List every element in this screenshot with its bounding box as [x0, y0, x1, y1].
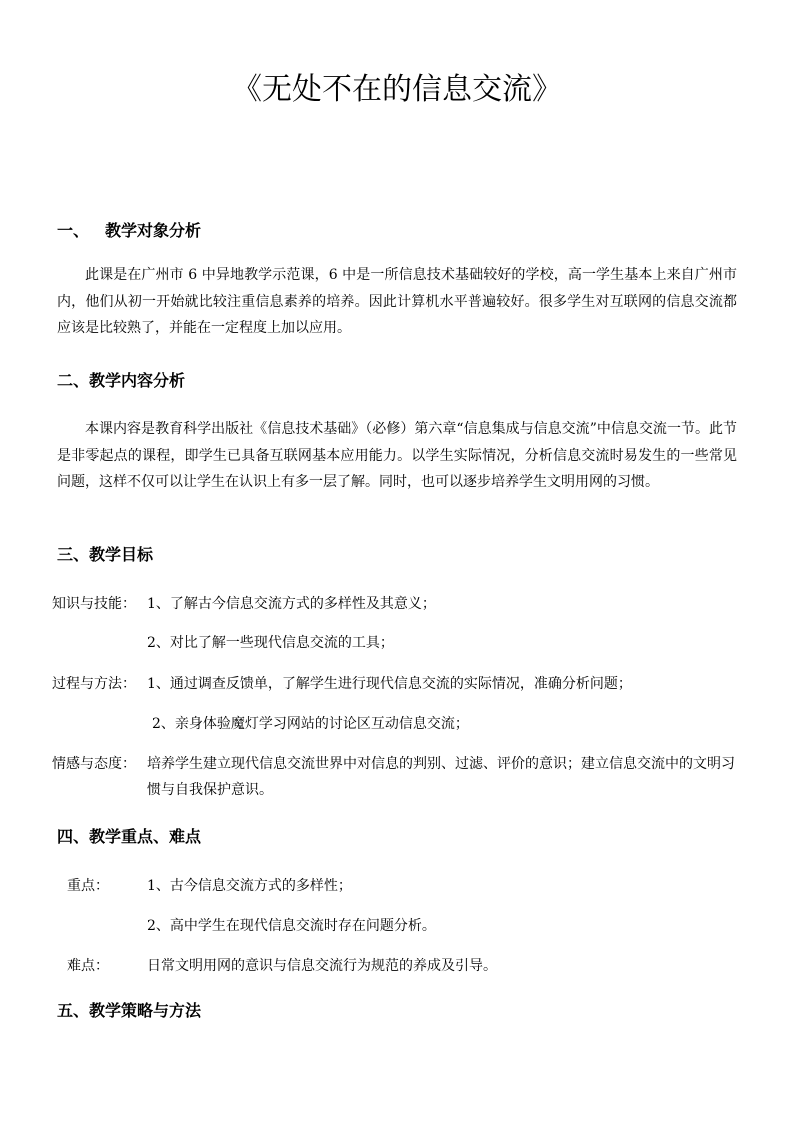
section-number: 一、	[57, 221, 90, 240]
section-number: 二、	[57, 371, 90, 390]
objective-text: 2、亲身体验魔灯学习网站的讨论区互动信息交流；	[152, 716, 469, 732]
key-text: 1、古今信息交流方式的多样性；	[147, 878, 352, 894]
objective-label: 知识与技能：	[52, 596, 136, 612]
section-number: 五、	[57, 1001, 90, 1020]
paragraph-audience-analysis: 此课是在广州市 6 中异地教学示范课，6 中是一所信息技术基础较好的学校，高一学生基本上来自广州市内，他们从初一开始就比较注重信息素养的培养。因此计算机水平普遍较好。很多学生对互联网的信息交流都应该是比较熟了，并能在一定程度上加以应用。	[57, 267, 737, 336]
difficult-text: 日常文明用网的意识与信息交流行为规范的养成及引导。	[147, 958, 497, 974]
document-title: 《无处不在的信息交流》	[232, 72, 562, 107]
objective-process-row-2	[152, 711, 469, 737]
section-heading-4	[57, 825, 201, 849]
objective-text: 1、通过调查反馈单，了解学生进行现代信息交流的实际情况，准确分析问题；	[147, 676, 632, 692]
key-point-row	[67, 873, 352, 899]
objective-text: 1、了解古今信息交流方式的多样性及其意义；	[147, 596, 436, 612]
key-label: 重点：	[67, 878, 109, 894]
objective-text: 2、对比了解一些现代信息交流的工具；	[147, 635, 394, 651]
section-title: 教学重点、难点	[89, 827, 202, 846]
section-title: 教学目标	[89, 545, 154, 564]
section-title: 教学策略与方法	[89, 1001, 202, 1020]
objective-knowledge-row	[52, 591, 436, 617]
section-title: 教学对象分析	[105, 221, 202, 240]
difficult-label: 难点：	[67, 958, 109, 974]
section-heading-1	[57, 219, 201, 243]
key-point-row-2	[147, 913, 436, 939]
difficult-point-row	[67, 953, 497, 979]
objective-text: 培养学生建立现代信息交流世界中对信息的判别、过滤、评价的意识；建立信息交流中的文明习惯与自我保护意识。	[147, 756, 735, 798]
key-text: 2、高中学生在现代信息交流时存在问题分析。	[147, 918, 436, 934]
objective-label: 过程与方法：	[52, 676, 136, 692]
paragraph-content-analysis: 本课内容是教育科学出版社《信息技术基础》（必修）第六章“信息集成与信息交流”中信息交流一节。此节是非零起点的课程，即学生已具备互联网基本应用能力。以学生实际情况，分析信息交流时易发生的一些常见问题，这样不仅可以让学生在认识上有多一层了解。同时，也可以逐步培养学生文明用网的习惯。	[57, 421, 737, 490]
section-heading-2	[57, 369, 185, 393]
section-heading-3	[57, 543, 153, 567]
section-number: 四、	[57, 827, 90, 846]
section-heading-5	[57, 999, 201, 1023]
section-title: 教学内容分析	[89, 371, 186, 390]
objective-knowledge-row-2	[147, 630, 394, 656]
objective-label: 情感与态度：	[52, 756, 136, 772]
objective-process-row	[52, 671, 632, 697]
section-number: 三、	[57, 545, 90, 564]
